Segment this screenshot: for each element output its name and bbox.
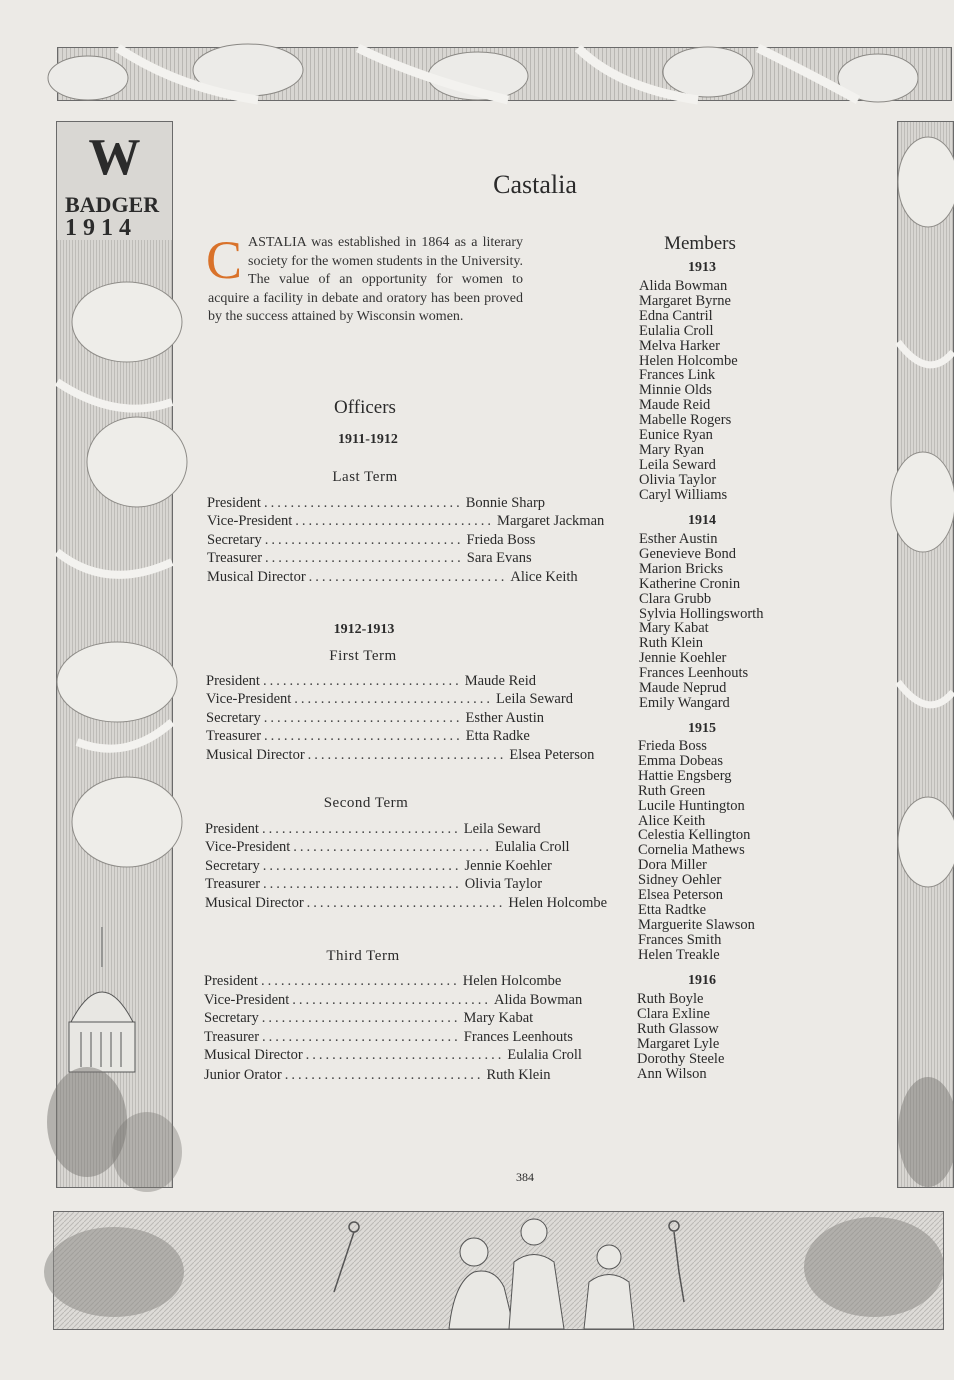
term-heading-third: Third Term xyxy=(326,948,400,964)
officer-row: Musical Director .............................. Eulalia Croll xyxy=(204,1047,582,1063)
officer-row: Treasurer .............................. Frances Leenhouts xyxy=(204,1029,573,1045)
member-name: Ruth Glassow xyxy=(637,1020,719,1037)
officer-row: Secretary .............................. Jennie Koehler xyxy=(205,858,552,874)
member-name: Maude Neprud xyxy=(639,680,727,697)
member-name: Ruth Green xyxy=(638,782,706,799)
member-name: Ann Wilson xyxy=(637,1065,707,1082)
members-year-1914: 1914 xyxy=(688,513,716,528)
member-name: Clara Grubb xyxy=(639,590,712,607)
page-number: 384 xyxy=(516,1170,534,1184)
member-name: Lucile Huntington xyxy=(638,797,745,814)
officers-year-1912-1913: 1912-1913 xyxy=(333,622,395,637)
member-name: Esther Austin xyxy=(639,531,718,547)
member-name: Emma Dobeas xyxy=(638,752,723,769)
drop-cap: C xyxy=(206,230,243,290)
members-list-1913 xyxy=(639,279,738,503)
member-name: Sylvia Hollingsworth xyxy=(639,605,764,622)
member-name: Marguerite Slawson xyxy=(638,916,755,933)
member-name: Minnie Olds xyxy=(639,382,712,399)
member-name: Mabelle Rogers xyxy=(639,412,732,429)
members-list-1914 xyxy=(639,532,763,711)
member-name: Ruth Klein xyxy=(639,635,704,652)
officer-row: Secretary .............................. Frieda Boss xyxy=(207,532,536,548)
member-name: Marion Bricks xyxy=(639,560,724,577)
member-name: Leila Seward xyxy=(639,456,716,473)
officer-row: Treasurer .............................. Etta Radke xyxy=(206,728,530,744)
officer-row: Treasurer .............................. Olivia Taylor xyxy=(205,876,543,892)
member-name: Clara Exline xyxy=(637,1005,710,1022)
top-border-illustration xyxy=(57,47,952,101)
members-list-1916 xyxy=(637,992,724,1081)
officer-row: Vice-President .............................. Margaret Jackman xyxy=(207,513,605,529)
officer-row: Vice-President .............................. Alida Bowman xyxy=(204,992,583,1008)
member-name: Margaret Byrne xyxy=(639,292,731,309)
term-heading-first: First Term xyxy=(329,648,397,664)
member-name: Dora Miller xyxy=(638,857,707,874)
member-name: Eulalia Croll xyxy=(639,322,714,339)
members-list-1915 xyxy=(638,739,755,963)
officer-row: Junior Orator .............................. Ruth Klein xyxy=(204,1067,551,1083)
officers-heading: Officers xyxy=(334,397,396,418)
member-name: Hattie Engsberg xyxy=(638,767,732,784)
members-year-1916: 1916 xyxy=(688,973,716,988)
bottom-border-illustration xyxy=(53,1211,944,1330)
member-name: Caryl Williams xyxy=(639,486,728,503)
member-name: Jennie Koehler xyxy=(639,650,727,667)
member-name: Margaret Lyle xyxy=(637,1035,720,1052)
members-year-1913: 1913 xyxy=(688,260,716,275)
officer-row: Musical Director .............................. Alice Keith xyxy=(207,569,578,585)
member-name: Melva Harker xyxy=(639,337,720,354)
members-year-1915: 1915 xyxy=(688,721,716,736)
member-name: Mary Kabat xyxy=(639,620,709,637)
member-name: Frances Leenhouts xyxy=(639,665,749,682)
officer-row: President .............................. Maude Reid xyxy=(206,673,536,689)
member-name: Olivia Taylor xyxy=(639,471,717,488)
member-name: Katherine Cronin xyxy=(639,575,741,592)
badger-year: 1914 xyxy=(65,215,137,241)
member-name: Ruth Boyle xyxy=(637,991,704,1007)
member-name: Eunice Ryan xyxy=(639,427,713,444)
member-name: Cornelia Mathews xyxy=(638,842,745,859)
right-border-illustration xyxy=(897,121,954,1188)
officer-row: Vice-President .............................. Eulalia Croll xyxy=(205,839,570,855)
member-name: Alida Bowman xyxy=(639,278,728,294)
member-name: Frances Smith xyxy=(638,931,722,948)
officer-row: Musical Director .............................. Helen Holcombe xyxy=(205,895,608,911)
left-border-illustration xyxy=(56,121,173,1188)
term-heading-last: Last Term xyxy=(332,469,398,485)
officer-row: Musical Director .............................. Elsea Peterson xyxy=(206,747,595,763)
officer-row: Secretary .............................. Esther Austin xyxy=(206,710,545,726)
officer-row: Secretary .............................. Mary Kabat xyxy=(204,1010,534,1026)
member-name: Helen Treakle xyxy=(638,946,720,963)
member-name: Emily Wangard xyxy=(639,694,730,711)
member-name: Edna Cantril xyxy=(639,307,713,324)
member-name: Dorothy Steele xyxy=(637,1050,725,1067)
intro-text: ASTALIA was established in 1864 as a literary society for the women students in the University. The value of an opportunity for women to acquire a facility in debate and oratory has been proved by the success attained by Wisconsin women. xyxy=(208,235,523,325)
member-name: Frances Link xyxy=(639,367,716,384)
member-name: Genevieve Bond xyxy=(639,545,737,562)
page-title: Castalia xyxy=(493,170,577,199)
officer-row: President .............................. Bonnie Sharp xyxy=(207,495,546,511)
member-name: Celestia Kellington xyxy=(638,827,751,844)
term-heading-second: Second Term xyxy=(323,795,409,811)
badger-label: BADGER xyxy=(65,192,160,217)
member-name: Etta Radtke xyxy=(638,901,707,918)
members-heading: Members xyxy=(664,233,736,254)
member-name: Elsea Peterson xyxy=(638,887,723,904)
member-name: Mary Ryan xyxy=(639,441,705,458)
officer-row: Treasurer .............................. Sara Evans xyxy=(207,550,532,566)
officer-row: President .............................. Helen Holcombe xyxy=(204,973,562,989)
member-name: Helen Holcombe xyxy=(639,352,738,369)
member-name: Frieda Boss xyxy=(638,738,707,754)
officers-year-1911-1912: 1911-1912 xyxy=(338,432,398,447)
intro-paragraph xyxy=(206,230,523,327)
officer-row: President .............................. Leila Seward xyxy=(205,821,541,837)
member-name: Alice Keith xyxy=(638,812,706,829)
w-emblem: W xyxy=(88,129,141,186)
officer-row: Vice-President .............................. Leila Seward xyxy=(206,691,573,707)
member-name: Sidney Oehler xyxy=(638,872,722,889)
member-name: Maude Reid xyxy=(639,397,711,414)
